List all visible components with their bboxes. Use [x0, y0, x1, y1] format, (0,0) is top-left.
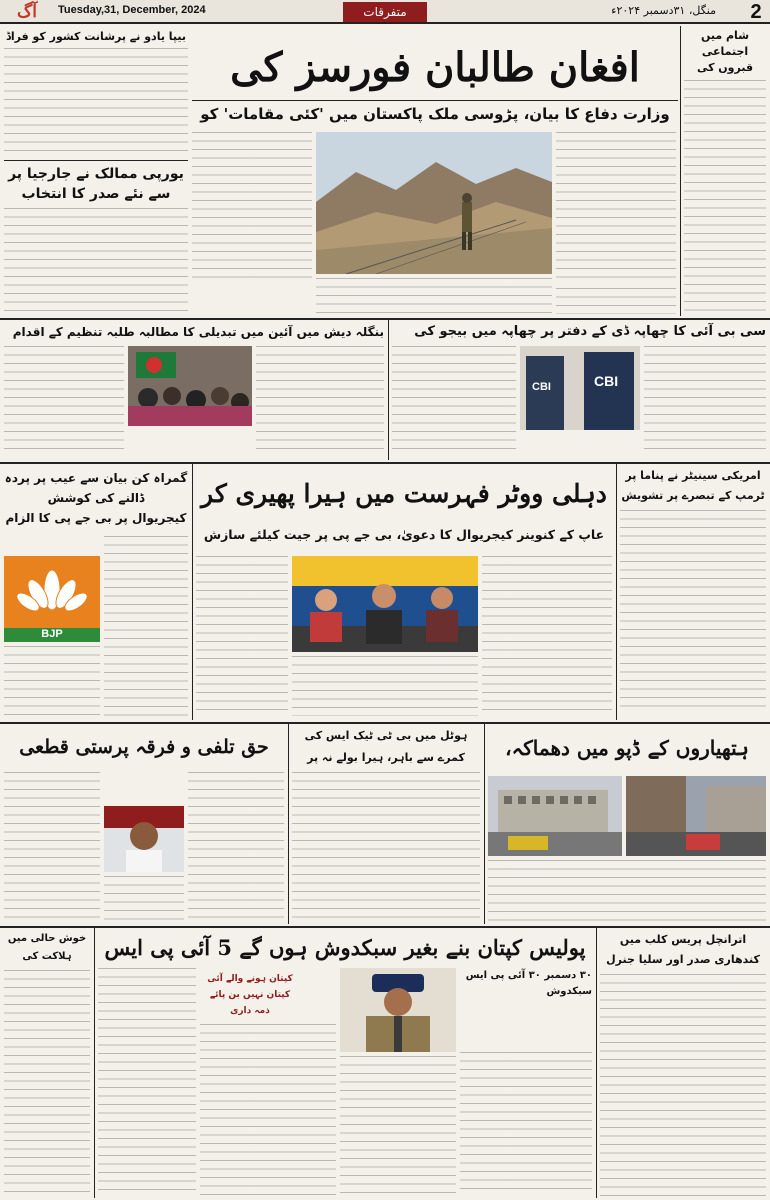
cbi-headline: سی بی آئی کا چھاپہ ڈی کے دفتر پر چھاپہ میں بیجو کی: [414, 324, 766, 339]
bjp-logo: [4, 556, 100, 642]
us-senator-headline: امریکی سینیٹر نے پناما پر ٹرمپ کے تبصرے پر تشویش: [621, 469, 765, 502]
left-story1-headline: بیپا یادو نے پرشانت کشور کو فراڈ: [5, 30, 187, 43]
ips-body-col1: [460, 1052, 592, 1196]
column-rule: [94, 928, 95, 1198]
page-number: 2: [750, 1, 762, 23]
press-club-body: [600, 974, 766, 1196]
bjp-body-col1: [104, 536, 188, 716]
ips-kicker-3: ذمہ داری: [230, 1006, 270, 1016]
column-rule: [484, 724, 485, 924]
vijayan-body-col2: [4, 772, 100, 922]
hotel-body: [292, 772, 480, 922]
lead-body-col2: [192, 132, 312, 284]
row-divider: [0, 462, 770, 464]
delhi-body-col3: [292, 656, 478, 716]
lead-body-col1: [556, 132, 676, 284]
hotel-subhead: کمرے سے باہر، ہیرا بولے نہ پر: [307, 751, 465, 764]
ips-kicker-1: کپتان ہونے والے آئی: [207, 974, 293, 984]
lead-subhead: وزارت دفاع کا بیان، پڑوسی ملک پاکستان میں 'کئی مقامات' کو: [200, 105, 670, 123]
vijayan-photo: [104, 806, 184, 872]
column-rule: [288, 724, 289, 924]
divider: [192, 100, 678, 101]
ips-officer-photo: [340, 968, 456, 1052]
us-senator-body: [620, 510, 766, 714]
street-photo: [626, 776, 766, 856]
cbi-body-col1: [644, 346, 766, 456]
kejriwal-press-photo: [292, 556, 478, 652]
arms-depot-headline: ہتھیاروں کے ڈپو میں دھماکہ،: [505, 736, 749, 760]
bangladesh-body-col1: [256, 346, 384, 456]
delhi-body-col1: [482, 556, 612, 716]
ips-body-col2: [340, 1056, 456, 1196]
column-rule: [192, 464, 193, 720]
delhi-voter-subhead: عاپ کے کنوینر کیجریوال کا دعویٰ، بی جے پی پر جیت کیلئے سازش: [203, 527, 605, 542]
bangladesh-headline: بنگلہ دیش میں آئین میں تبدیلی کا مطالبہ طلبہ تنظیم کے اقدام: [12, 325, 384, 339]
press-club-headline: اترانچل پریس کلب میں کندھاری صدر اور سلیا جنرل: [606, 933, 760, 966]
column-rule: [388, 320, 389, 460]
right-column-body: [684, 80, 766, 314]
ips-caption: ۳۰ دسمبر ۳۰ آئی پی ایس سبکدوش: [465, 970, 592, 997]
left-bottom-headline: خوش حالی میں ہلاکت کی: [7, 933, 87, 962]
depot-photo: [488, 776, 622, 856]
row-divider: [0, 722, 770, 724]
date-urdu: منگل، ۳۱دسمبر ۲۰۲۴ء: [611, 4, 716, 17]
bangladesh-body-col2: [4, 346, 124, 456]
row-divider: [0, 926, 770, 928]
right-column-headline: شام میں اجتماعی قبروں کی: [696, 29, 754, 74]
ips-headline: پولیس کپتان بنے بغیر سبکدوش ہوں گے 5 آئی پی ایس: [104, 935, 586, 960]
bjp-allegation-subhead: کیجریوال پر بی جے پی کا الزام: [5, 511, 187, 525]
column-rule: [680, 26, 681, 316]
delhi-voter-headline: دہلی ووٹر فہرست میں ہیرا پھیری کر: [201, 479, 607, 508]
left-bottom-body: [4, 970, 90, 1196]
divider: [4, 160, 188, 161]
column-rule: [616, 464, 617, 720]
left-story1-body: [4, 48, 188, 158]
cbi-body-col2: [392, 346, 516, 456]
delhi-body-col2: [196, 556, 288, 716]
cbi-photo: [520, 346, 640, 430]
lead-headline: افغان طالبان فورسز کی: [230, 44, 640, 91]
newspaper-logo: آگ: [17, 2, 37, 22]
svg-text:CBI: CBI: [594, 373, 619, 389]
ips-kicker-2: کپتان نہیں بن پائے: [209, 990, 291, 1000]
section-tab: متفرقات: [343, 2, 427, 22]
left-story2-body: [4, 208, 188, 314]
date-english: Tuesday,31, December, 2024: [58, 4, 206, 16]
vijayan-body-col1: [188, 772, 284, 922]
ips-body-col4: [98, 968, 196, 1196]
bjp-body-col2: [4, 646, 100, 716]
hotel-headline: ہوٹل میں بی ٹی ٹیک ایس کی: [304, 729, 468, 742]
arms-depot-body: [488, 860, 766, 922]
column-rule: [596, 928, 597, 1198]
ips-body-col3: [200, 1024, 336, 1196]
vijayan-headline: حق تلفی و فرقہ پرستی قطعی: [19, 736, 269, 758]
lead-body-col4: [556, 288, 676, 314]
bjp-logo-text: BJP: [41, 628, 63, 640]
row-divider: [0, 318, 770, 320]
protest-photo: [128, 346, 252, 426]
bjp-allegation-headline: گمراہ کن بیان سے عیب پر پردہ ڈالنے کی کوشش: [4, 471, 188, 505]
svg-text:CBI: CBI: [532, 381, 551, 393]
left-story2-headline: یورپی ممالک نے جارجیا پر سے نئے صدر کا انتخاب: [8, 166, 184, 202]
lead-body-col3: [316, 278, 552, 314]
border-photo: [316, 132, 552, 274]
vijayan-body-col3: [104, 876, 184, 922]
